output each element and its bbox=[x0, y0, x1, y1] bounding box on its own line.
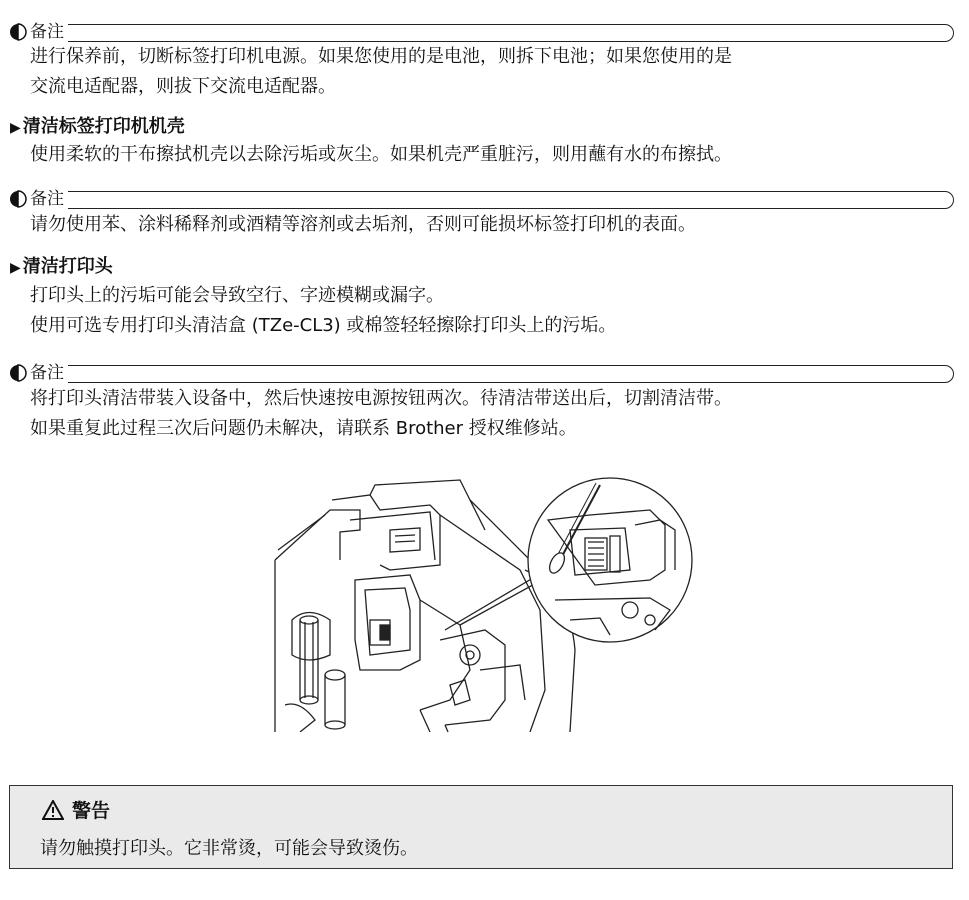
warning-triangle-icon bbox=[42, 800, 64, 820]
note-label: 备注 bbox=[30, 22, 64, 42]
note-text: 如果重复此过程三次后问题仍未解决，请联系 Brother 授权维修站。 bbox=[30, 418, 577, 439]
note-icon bbox=[8, 189, 28, 209]
triangle-bullet-icon: ▶ bbox=[10, 120, 21, 136]
section-heading bbox=[10, 256, 113, 279]
note-label: 备注 bbox=[30, 363, 64, 383]
note-header bbox=[8, 363, 954, 383]
note-text: 进行保养前，切断标签打印机电源。如果您使用的是电池，则拆下电池；如果您使用的是 bbox=[30, 46, 732, 67]
section-title: 清洁打印头 bbox=[22, 256, 113, 277]
warning-heading bbox=[42, 796, 110, 823]
section-text: 使用可选专用打印头清洁盒 (TZe-CL3) 或棉签轻轻擦除打印头上的污垢。 bbox=[30, 315, 617, 336]
section-text: 打印头上的污垢可能会导致空行、字迹模糊或漏字。 bbox=[30, 285, 444, 306]
note-text: 交流电适配器，则拔下交流电适配器。 bbox=[30, 76, 336, 97]
triangle-bullet-icon: ▶ bbox=[10, 260, 21, 276]
note-header bbox=[8, 189, 954, 209]
section-text: 使用柔软的干布擦拭机壳以去除污垢或灰尘。如果机壳严重脏污，则用蘸有水的布擦拭。 bbox=[30, 144, 732, 165]
note-header bbox=[8, 22, 954, 42]
note-text: 请勿使用苯、涂料稀释剂或酒精等溶剂或去垢剂，否则可能损坏标签打印机的表面。 bbox=[30, 214, 696, 235]
warning-box bbox=[9, 785, 953, 869]
section-title: 清洁标签打印机机壳 bbox=[22, 116, 185, 137]
printhead-cleaning-illustration bbox=[270, 470, 700, 732]
section-heading bbox=[10, 116, 185, 139]
warning-text: 请勿触摸打印头。它非常烫，可能会导致烫伤。 bbox=[40, 838, 418, 859]
note-text: 将打印头清洁带装入设备中，然后快速按电源按钮两次。待清洁带送出后，切割清洁带。 bbox=[30, 388, 732, 409]
warning-title: 警告 bbox=[72, 800, 111, 822]
note-icon bbox=[8, 22, 28, 42]
note-icon bbox=[8, 363, 28, 383]
note-label: 备注 bbox=[30, 189, 64, 209]
